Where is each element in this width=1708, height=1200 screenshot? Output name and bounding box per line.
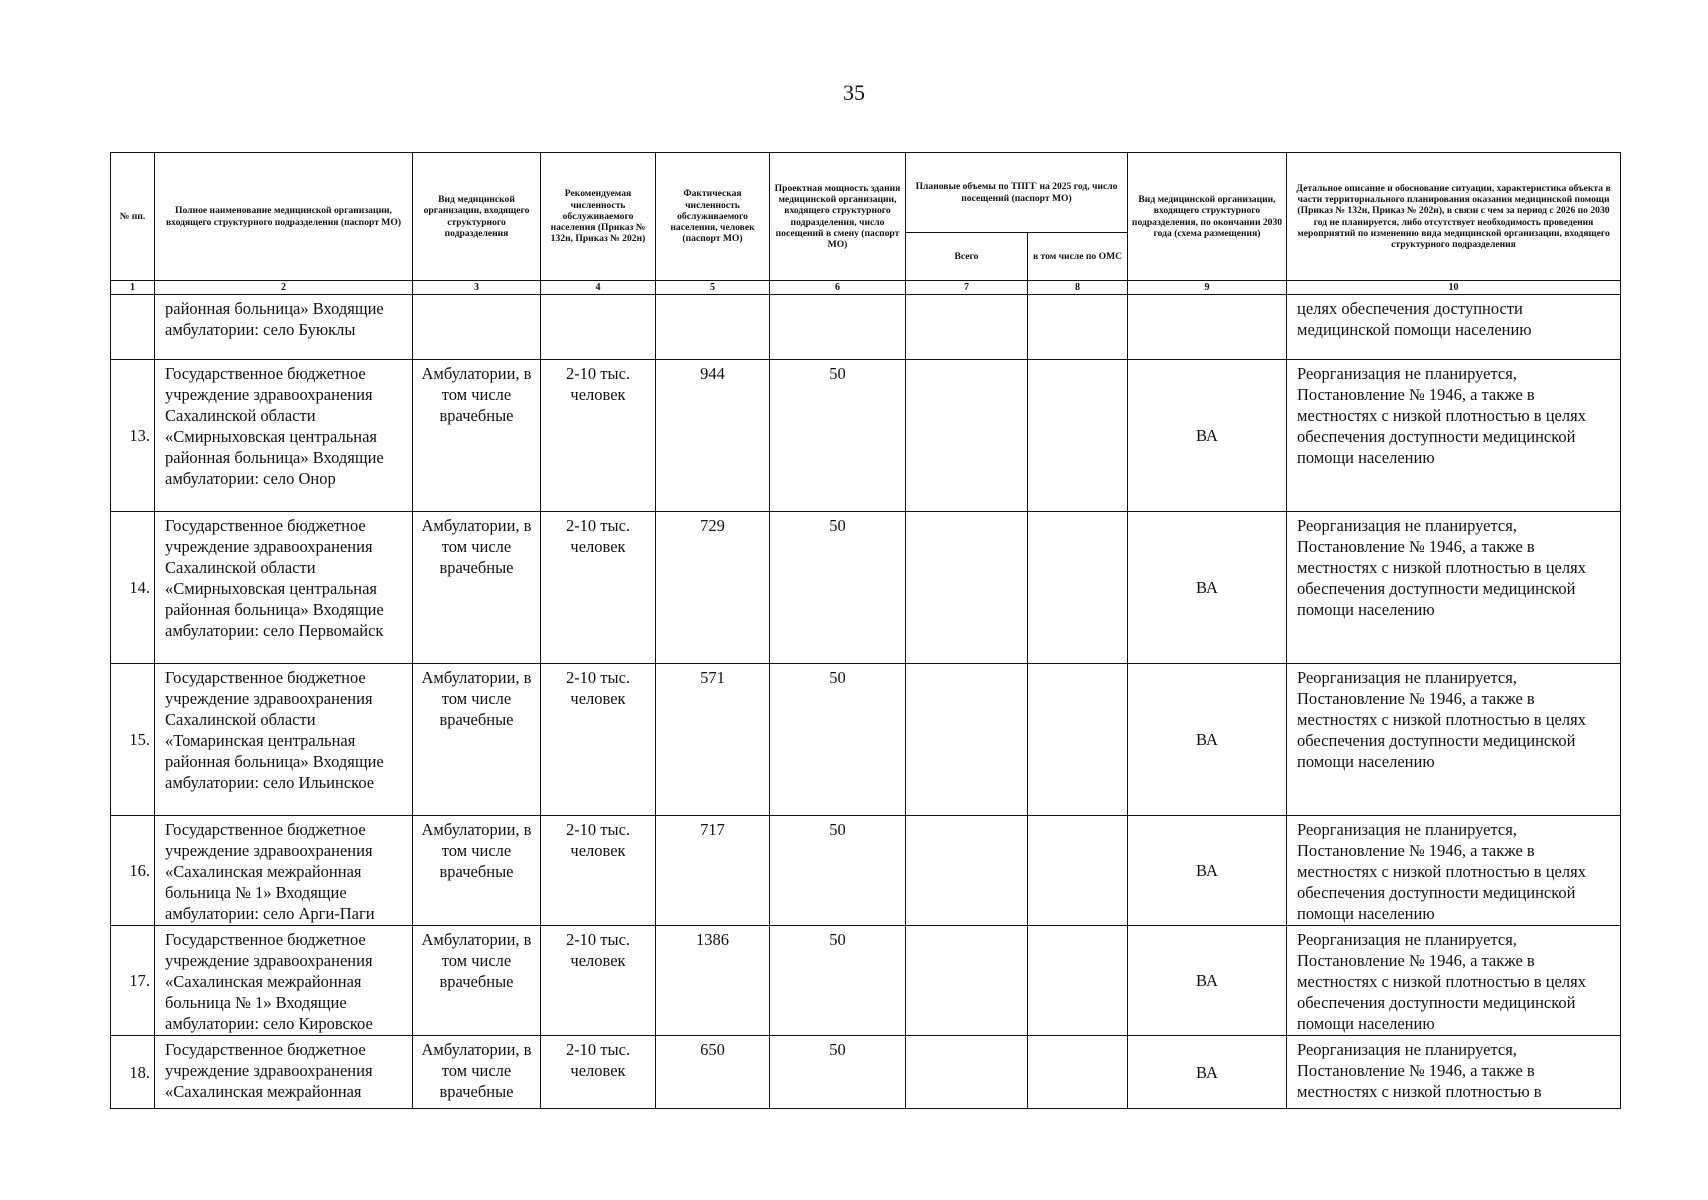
design-capacity: 50 — [770, 816, 906, 926]
description: целях обеспечения доступности медицинской помощи населению — [1287, 295, 1621, 360]
column-number: 5 — [656, 281, 770, 295]
row-number — [111, 295, 155, 360]
form-2030 — [1128, 295, 1287, 360]
planned-total — [906, 1036, 1028, 1109]
description: Реорганизация не планируется, Постановление № 1946, а также в местностях с низкой плотностью в целях обеспечения доступности медицинской помощи населению — [1287, 512, 1621, 664]
column-number: 2 — [155, 281, 413, 295]
row-number: 16. — [111, 816, 155, 926]
header-type: Вид медицинской организации, входящего структурного подразделения — [413, 153, 541, 281]
header-planned-total: Всего — [906, 233, 1028, 281]
header-planned: Плановые объемы по ТПГГ на 2025 год, число посещений (паспорт МО) — [906, 153, 1128, 233]
column-number: 8 — [1028, 281, 1128, 295]
form-2030: ВА — [1128, 926, 1287, 1036]
column-number: 7 — [906, 281, 1028, 295]
table-row — [111, 664, 1621, 816]
organization-name: Государственное бюджетное учреждение здравоохранения Сахалинской области «Томаринская центральная районная больница» Входящие амбулатории: село Ильинское — [155, 664, 413, 816]
table-row — [111, 816, 1621, 926]
organization-type — [413, 295, 541, 360]
actual-population — [656, 295, 770, 360]
actual-population: 717 — [656, 816, 770, 926]
header-no: № пп. — [111, 153, 155, 281]
organization-type: Амбулатории, в том числе врачебные — [413, 1036, 541, 1109]
table-row — [111, 1036, 1621, 1109]
design-capacity: 50 — [770, 664, 906, 816]
planned-total — [906, 512, 1028, 664]
column-number: 10 — [1287, 281, 1621, 295]
design-capacity — [770, 295, 906, 360]
actual-population: 1386 — [656, 926, 770, 1036]
design-capacity: 50 — [770, 1036, 906, 1109]
table-row — [111, 295, 1621, 360]
form-2030: ВА — [1128, 512, 1287, 664]
organization-type: Амбулатории, в том числе врачебные — [413, 360, 541, 512]
table-row — [111, 512, 1621, 664]
planned-oms — [1028, 664, 1128, 816]
form-2030: ВА — [1128, 664, 1287, 816]
column-number: 1 — [111, 281, 155, 295]
column-number: 6 — [770, 281, 906, 295]
actual-population: 571 — [656, 664, 770, 816]
form-2030: ВА — [1128, 1036, 1287, 1109]
organization-type: Амбулатории, в том числе врачебные — [413, 664, 541, 816]
header-form-2030: Вид медицинской организации, входящего структурного подразделения, по окончании 2030 года (схема размещения) — [1128, 153, 1287, 281]
recommended-population: 2-10 тыс. человек — [541, 360, 656, 512]
planned-oms — [1028, 360, 1128, 512]
recommended-population: 2-10 тыс. человек — [541, 664, 656, 816]
description: Реорганизация не планируется, Постановление № 1946, а также в местностях с низкой плотностью в — [1287, 1036, 1621, 1109]
table-row — [111, 360, 1621, 512]
header-actual: Фактическая численность обслуживаемого населения, человек (паспорт МО) — [656, 153, 770, 281]
planned-oms — [1028, 816, 1128, 926]
planned-total — [906, 664, 1028, 816]
organization-type: Амбулатории, в том числе врачебные — [413, 926, 541, 1036]
organization-name: Государственное бюджетное учреждение здравоохранения «Сахалинская межрайонная — [155, 1036, 413, 1109]
recommended-population: 2-10 тыс. человек — [541, 512, 656, 664]
organization-name: Государственное бюджетное учреждение здравоохранения «Сахалинская межрайонная больница № 1» Входящие амбулатории: село Арги-Паги — [155, 816, 413, 926]
recommended-population: 2-10 тыс. человек — [541, 1036, 656, 1109]
recommended-population — [541, 295, 656, 360]
organization-name: Государственное бюджетное учреждение здравоохранения Сахалинской области «Смирныховская центральная районная больница» Входящие амбулатории: село Первомайск — [155, 512, 413, 664]
organizations-table — [110, 152, 1621, 1109]
header-recommended: Рекомендуемая численность обслуживаемого населения (Приказ № 132н, Приказ № 202н) — [541, 153, 656, 281]
planned-oms — [1028, 295, 1128, 360]
column-number: 3 — [413, 281, 541, 295]
header-capacity: Проектная мощность здания медицинской организации, входящего структурного подразделения, число посещений в смену (паспорт МО) — [770, 153, 906, 281]
planned-oms — [1028, 1036, 1128, 1109]
planned-oms — [1028, 926, 1128, 1036]
description: Реорганизация не планируется, Постановление № 1946, а также в местностях с низкой плотностью в целях обеспечения доступности медицинской помощи населению — [1287, 360, 1621, 512]
page-number: 35 — [843, 80, 865, 105]
table-row — [111, 926, 1621, 1036]
design-capacity: 50 — [770, 926, 906, 1036]
recommended-population: 2-10 тыс. человек — [541, 816, 656, 926]
organization-type: Амбулатории, в том числе врачебные — [413, 816, 541, 926]
row-number: 18. — [111, 1036, 155, 1109]
recommended-population: 2-10 тыс. человек — [541, 926, 656, 1036]
design-capacity: 50 — [770, 360, 906, 512]
description: Реорганизация не планируется, Постановление № 1946, а также в местностях с низкой плотностью в целях обеспечения доступности медицинской помощи населению — [1287, 816, 1621, 926]
organization-name: районная больница» Входящие амбулатории: село Буюклы — [155, 295, 413, 360]
planned-total — [906, 926, 1028, 1036]
actual-population: 650 — [656, 1036, 770, 1109]
actual-population: 944 — [656, 360, 770, 512]
planned-total — [906, 360, 1028, 512]
description: Реорганизация не планируется, Постановление № 1946, а также в местностях с низкой плотностью в целях обеспечения доступности медицинской помощи населению — [1287, 664, 1621, 816]
description: Реорганизация не планируется, Постановление № 1946, а также в местностях с низкой плотностью в целях обеспечения доступности медицинской помощи населению — [1287, 926, 1621, 1036]
row-number: 13. — [111, 360, 155, 512]
header-planned-oms: в том числе по ОМС — [1028, 233, 1128, 281]
column-number: 4 — [541, 281, 656, 295]
row-number: 17. — [111, 926, 155, 1036]
planned-total — [906, 816, 1028, 926]
form-2030: ВА — [1128, 816, 1287, 926]
column-number: 9 — [1128, 281, 1287, 295]
row-number: 14. — [111, 512, 155, 664]
actual-population: 729 — [656, 512, 770, 664]
organization-name: Государственное бюджетное учреждение здравоохранения «Сахалинская межрайонная больница № 1» Входящие амбулатории: село Кировское — [155, 926, 413, 1036]
planned-total — [906, 295, 1028, 360]
header-name: Полное наименование медицинской организации, входящего структурного подразделения (паспорт МО) — [155, 153, 413, 281]
header-description: Детальное описание и обоснование ситуации, характеристика объекта в части территориального планирования оказания медицинской помощи (Приказ № 132н, Приказ № 202н), в связи с чем за период с 2026 по 2030 год не планируется, либо отсутствует необходимость проведения мероприятий по изменению вида медицинской организации, входящего структурного подразделения — [1287, 153, 1621, 281]
form-2030: ВА — [1128, 360, 1287, 512]
organization-name: Государственное бюджетное учреждение здравоохранения Сахалинской области «Смирныховская центральная районная больница» Входящие амбулатории: село Онор — [155, 360, 413, 512]
design-capacity: 50 — [770, 512, 906, 664]
organization-type: Амбулатории, в том числе врачебные — [413, 512, 541, 664]
planned-oms — [1028, 512, 1128, 664]
row-number: 15. — [111, 664, 155, 816]
